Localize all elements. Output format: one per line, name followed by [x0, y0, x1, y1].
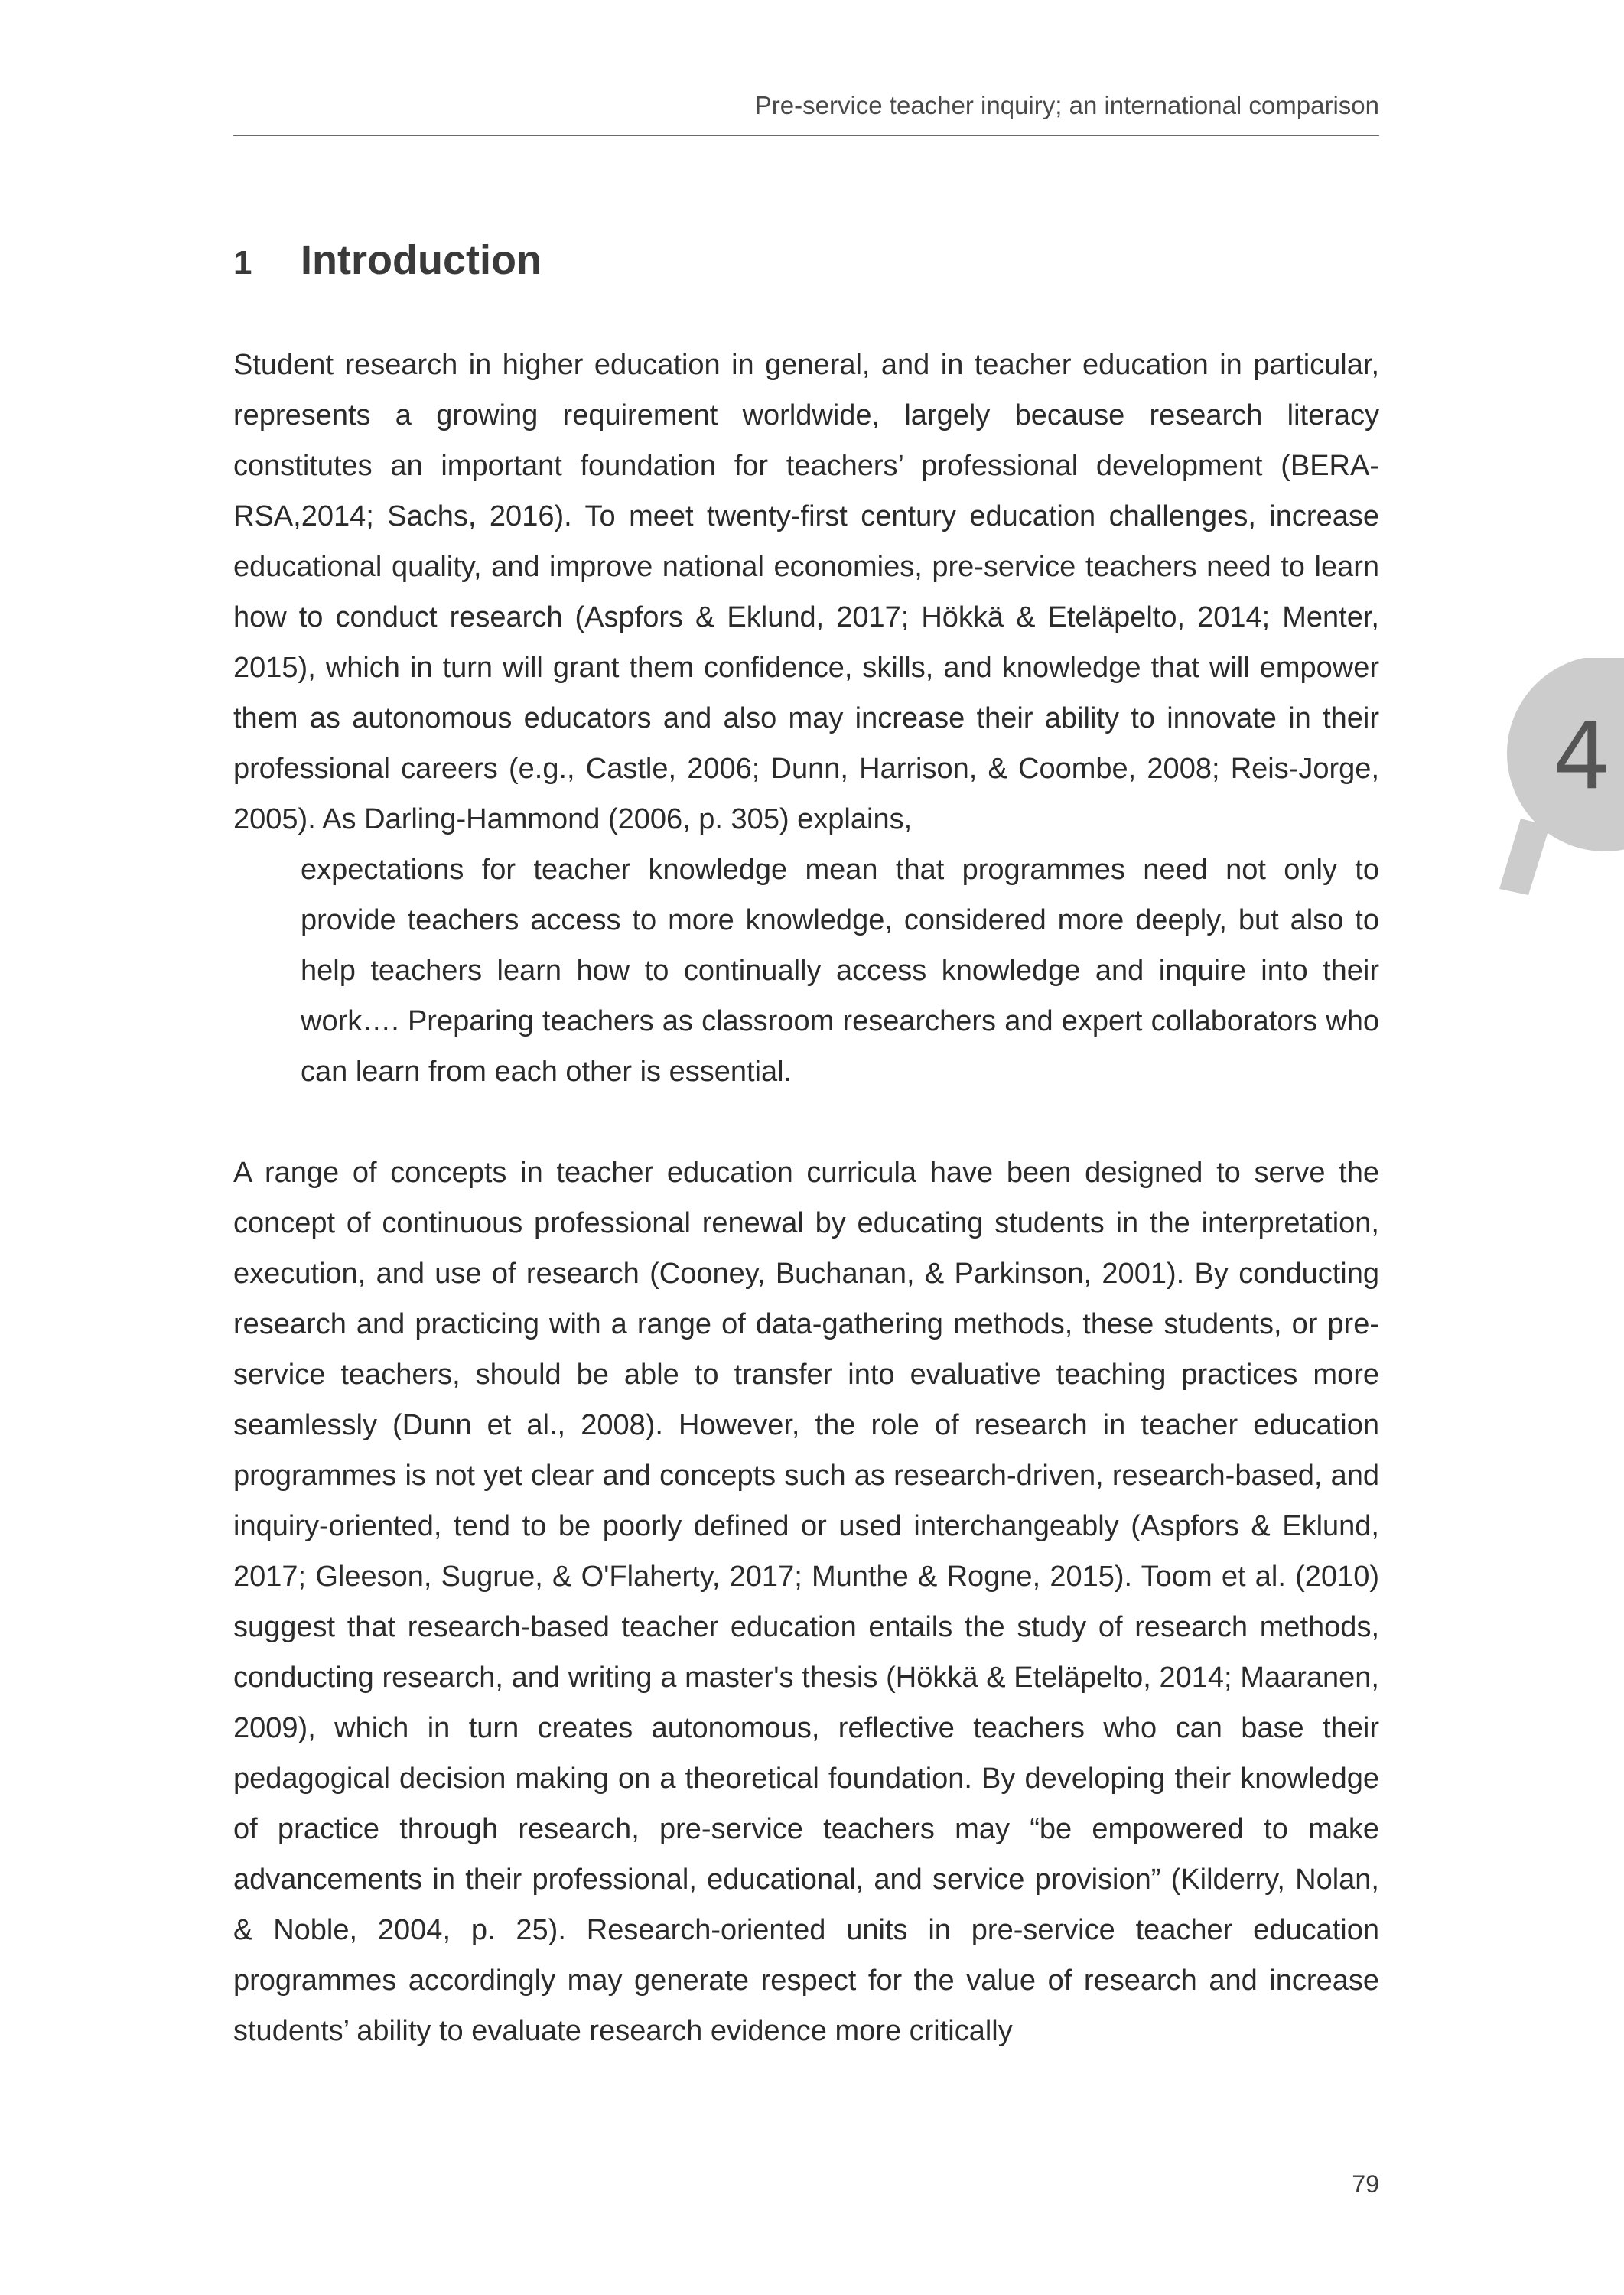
magnifier-handle — [1499, 819, 1550, 895]
section-number: 1 — [233, 244, 252, 282]
running-title: Pre-service teacher inquiry; an international comparison — [754, 91, 1379, 119]
chapter-number: 4 — [1553, 704, 1612, 810]
running-header — [233, 90, 1379, 136]
page-number: 79 — [1352, 2170, 1379, 2198]
body-paragraph-1: Student research in higher education in general, and in teacher education in particular, represents a growing requirement worldwide, largely because research literacy constitutes an important foundation for teachers’ professional development (BERA-RSA,2014; Sachs, 2016). To meet twenty-first century education challenges, increase educational quality, and improve national economies, pre-service teachers need to learn how to conduct research (Aspfors & Eklund, 2017; Hökkä & Eteläpelto, 2014; Menter, 2015), which in turn will grant them confidence, skills, and knowledge that will empower them as autonomous educators and also may increase their ability to innovate in their professional careers (e.g., Castle, 2006; Dunn, Harrison, & Coombe, 2008; Reis-Jorge, 2005). As Darling-Hammond (2006, p. 305) explains, — [233, 349, 1379, 835]
body-paragraph-2: A range of concepts in teacher education curricula have been designed to serve the concept of continuous professional renewal by educating students in the interpretation, execution, and use of research (Cooney, Buchanan, & Parkinson, 2001). By conducting research and practicing with a range of data-gathering methods, these students, or pre-service teachers, should be able to transfer into evaluative teaching practices more seamlessly (Dunn et al., 2008). However, the role of research in teacher education programmes is not yet clear and concepts such as research-driven, research-based, and inquiry-oriented, tend to be poorly defined or used interchangeably (Aspfors & Eklund, 2017; Gleeson, Sugrue, & O'Flaherty, 2017; Munthe & Rogne, 2015). Toom et al. (2010) suggest that research-based teacher education entails the study of research methods, conducting research, and writing a master's thesis (Hökkä & Eteläpelto, 2014; Maaranen, 2009), which in turn creates autonomous, reflective teachers who can base their pedagogical decision making on a theoretical foundation. By developing their knowledge of practice through research, pre-service teachers may “be empowered to make advancements in their professional, educational, and service provision” (Kilderry, Nolan, & Noble, 2004, p. 25). Research-oriented units in pre-service teacher education programmes accordingly may generate respect for the value of research and increase students’ ability to evaluate research evidence more critically — [233, 1157, 1379, 2047]
block-quote: expectations for teacher knowledge mean that programmes need not only to provide teachers access to more knowledge, considered more deeply, but also to help teachers learn how to continually access knowledge and inquire into their work…. Preparing teachers as classroom researchers and expert collaborators who can learn from each other is essential. — [301, 854, 1379, 1088]
magnifier-chapter-icon — [1476, 658, 1624, 903]
section-heading — [233, 230, 542, 294]
chapter-tab — [1476, 658, 1624, 903]
section-title: Introduction — [301, 237, 542, 283]
